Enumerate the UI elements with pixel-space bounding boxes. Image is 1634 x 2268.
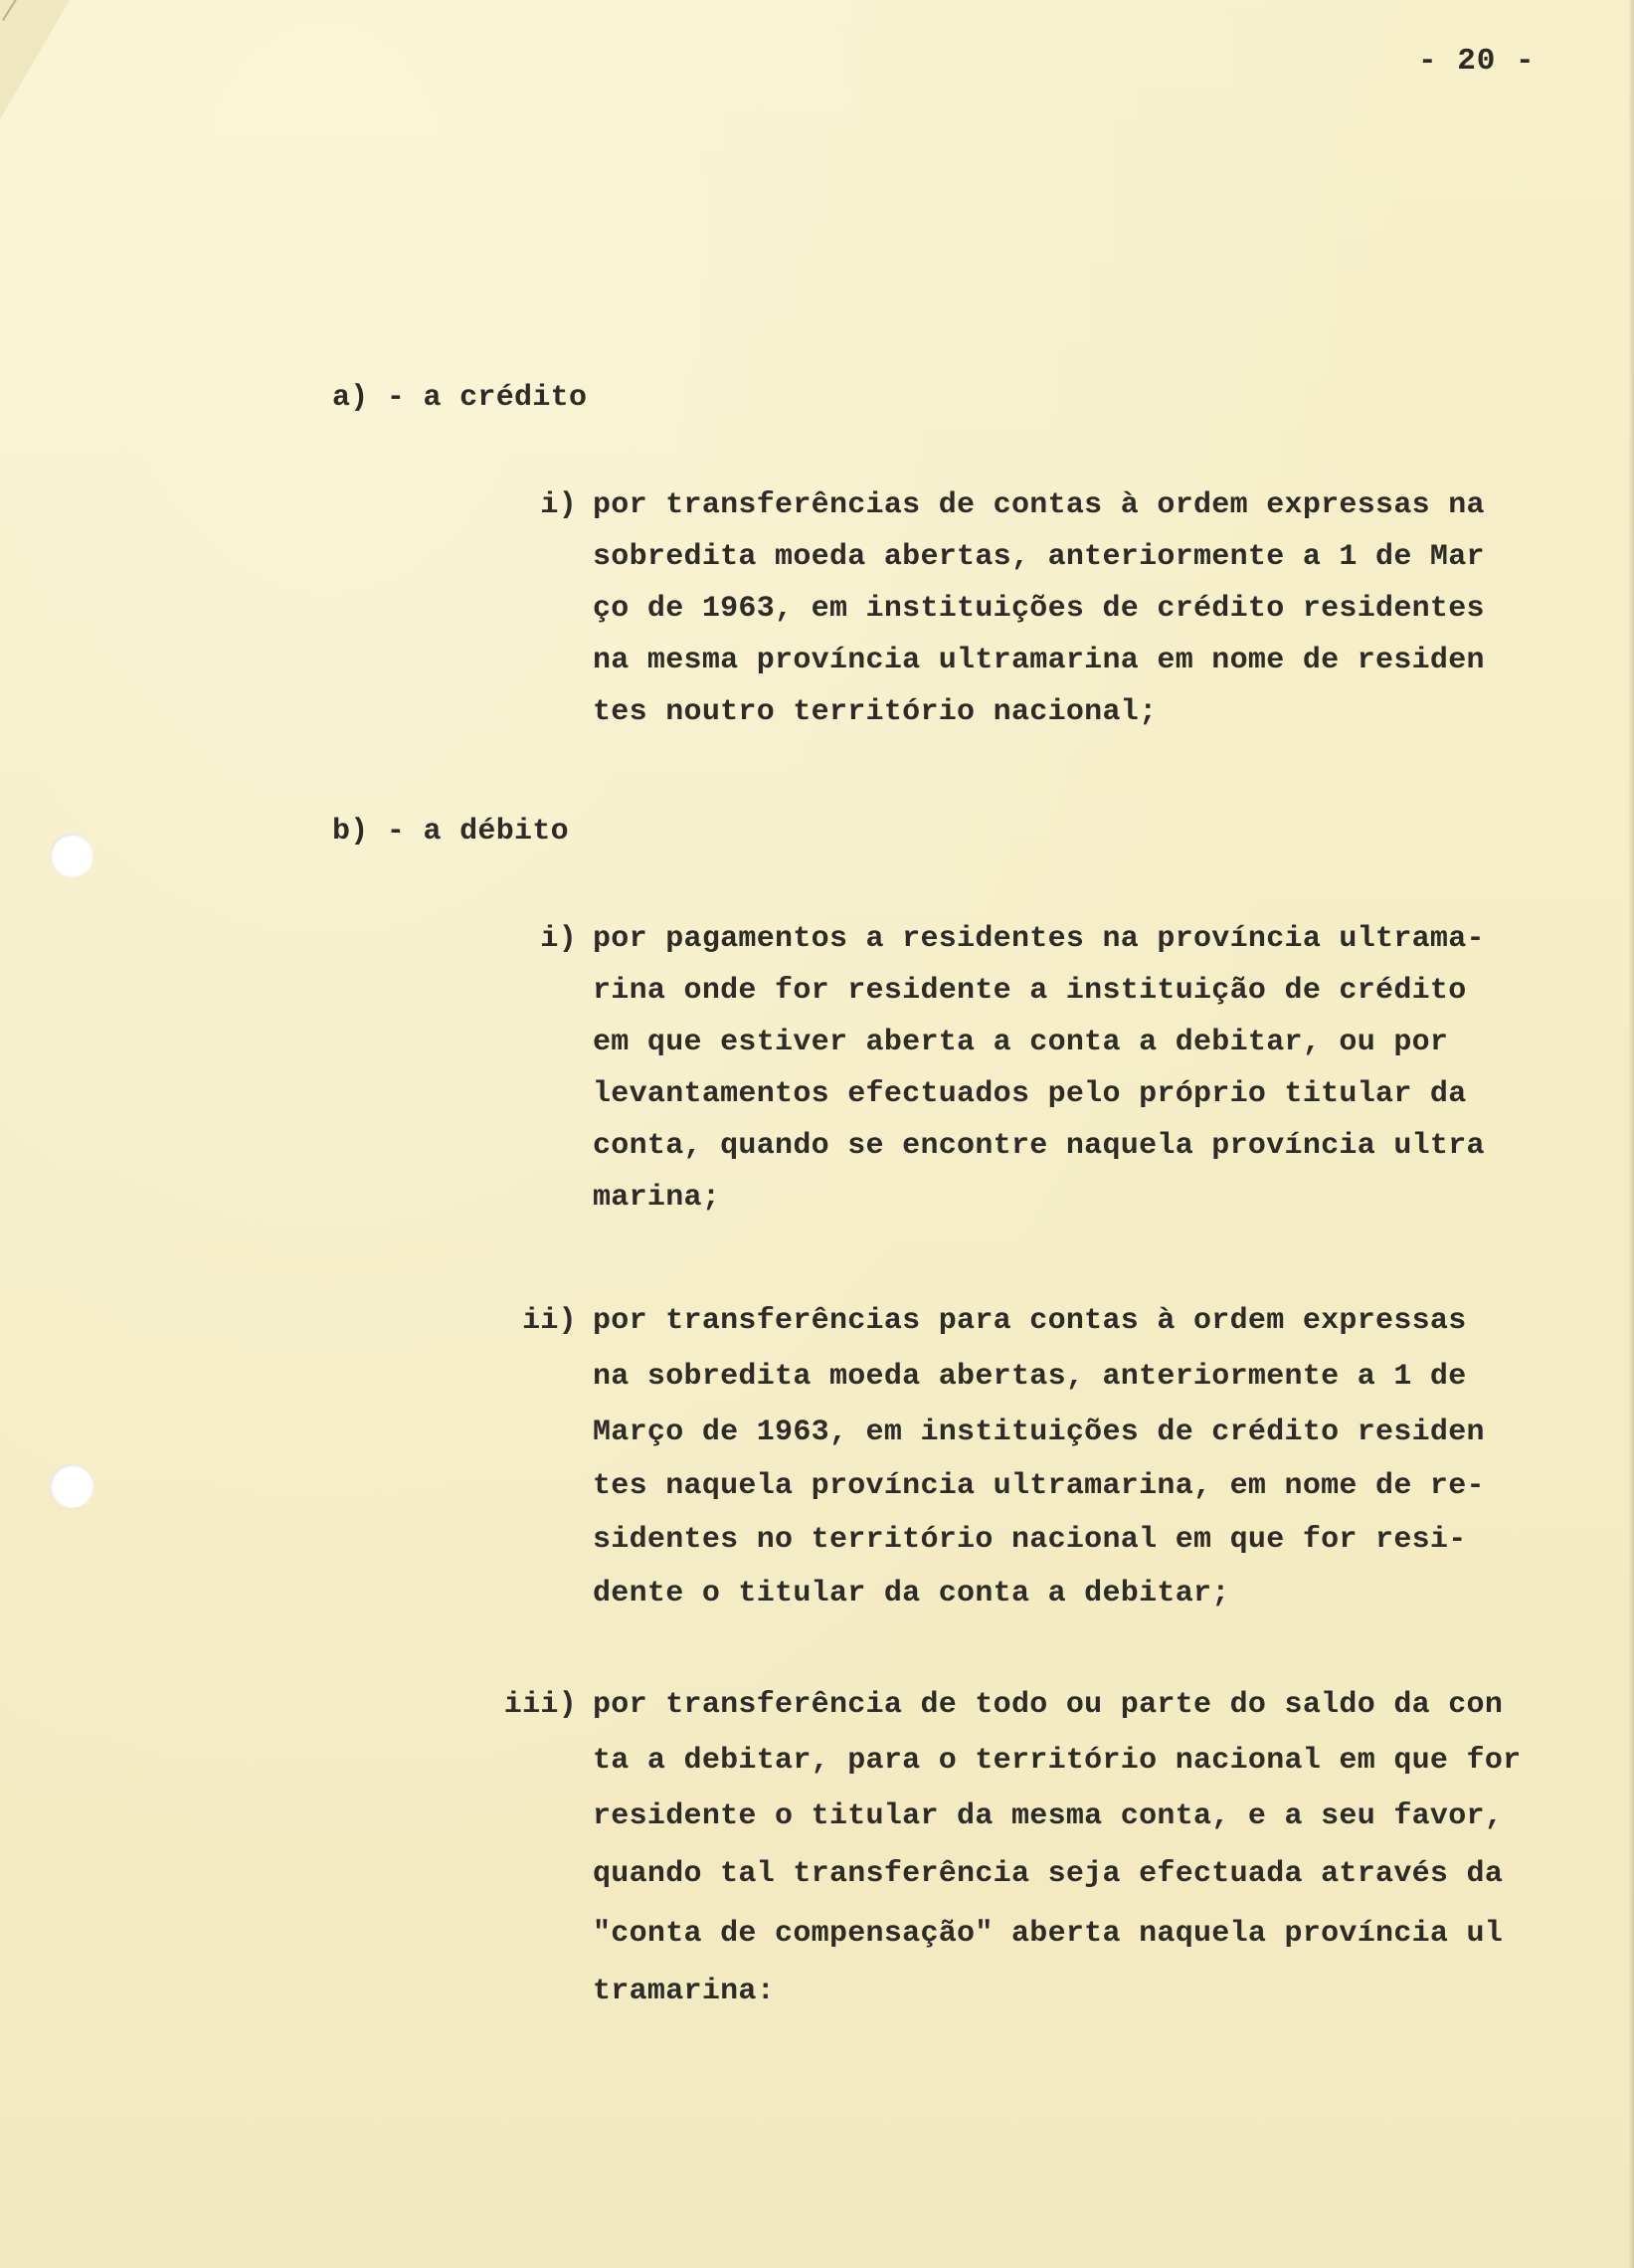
section-b-item-2-line-6: dente o titular da conta a debitar; (593, 1577, 1230, 1610)
punch-hole-top (50, 834, 93, 877)
section-a-item-1-line-2: sobredita moeda abertas, anteriormente a 1 de Mar (593, 540, 1485, 574)
section-b-item-2-line-1: por transferências para contas à ordem expressas (593, 1304, 1467, 1338)
section-b-item-1-line-6: marina; (593, 1181, 721, 1215)
section-b-item-2-line-2: na sobredita moeda abertas, anteriormente a 1 de (593, 1360, 1467, 1394)
section-b-item-1-line-3: em que estiver aberta a conta a debitar, ou por (593, 1026, 1449, 1059)
section-a-item-1-line-5: tes noutro território nacional; (593, 695, 1158, 729)
section-b-item-3-line-6: tramarina: (593, 1975, 776, 2008)
section-b-item-3-line-1: por transferência de todo ou parte do saldo da con (593, 1688, 1504, 1722)
section-b-heading: b) - a débito (332, 815, 569, 849)
section-b-item-1-line-5: conta, quando se encontre naquela província ultra (593, 1129, 1485, 1163)
section-b-item-2-line-3: Março de 1963, em instituições de crédito residen (593, 1416, 1485, 1449)
section-b-item-3-line-3: residente o titular da mesma conta, e a seu favor, (593, 1799, 1504, 1833)
section-a-item-1-label: i) (540, 488, 577, 522)
section-b-item-3-line-5: "conta de compensação" aberta naquela província ul (593, 1917, 1504, 1951)
section-a-item-1-line-1: por transferências de contas à ordem expressas na (593, 488, 1485, 522)
section-b-item-3-line-4: quando tal transferência seja efectuada através da (593, 1857, 1504, 1891)
section-b-item-1-line-1: por pagamentos a residentes na província ultrama- (593, 922, 1485, 956)
section-b-item-1-label: i) (540, 922, 577, 956)
section-b-item-1-line-2: rina onde for residente a instituição de crédito (593, 974, 1467, 1008)
section-a-item-1-line-3: ço de 1963, em instituições de crédito residentes (593, 592, 1485, 626)
section-b-item-2-line-4: tes naquela província ultramarina, em nome de re- (593, 1469, 1485, 1503)
section-b-item-3-label: iii) (503, 1688, 577, 1722)
punch-hole-bottom (50, 1464, 93, 1508)
section-b-item-2-label: ii) (522, 1304, 577, 1338)
section-b-item-2-line-5: sidentes no território nacional em que for resi- (593, 1523, 1467, 1557)
section-b-item-3-line-2: ta a debitar, para o território nacional em que for (593, 1744, 1522, 1778)
page-edge-shadow (1628, 0, 1634, 2268)
section-a-heading: a) - a crédito (332, 381, 588, 415)
section-a-item-1-line-4: na mesma província ultramarina em nome de residen (593, 644, 1485, 677)
section-b-item-1-line-4: levantamentos efectuados pelo próprio titular da (593, 1077, 1467, 1111)
folded-corner (0, 0, 70, 119)
page-number: - 20 - (1418, 44, 1536, 79)
